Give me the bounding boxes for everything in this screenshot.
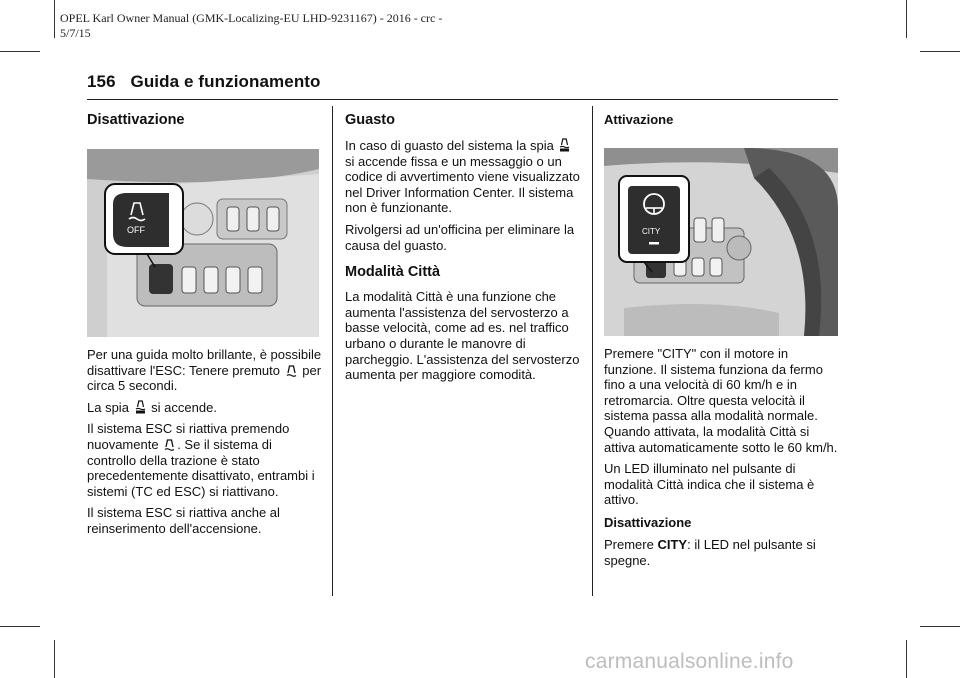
- heading-attivazione: Attivazione: [604, 112, 674, 127]
- col3-p2: Un LED illuminato nel pulsante di modalità Città indica che il sistema è attivo.: [604, 461, 815, 508]
- col1-p3-start: Il sistema ESC si riattiva premendo nuovamente: [87, 421, 290, 452]
- print-header: [60, 11, 500, 41]
- crop-mark: [906, 640, 907, 678]
- paragraph: [87, 400, 322, 416]
- esc-off-warning-icon: [559, 138, 570, 152]
- crop-mark: [0, 626, 40, 627]
- col1-p3-end: . Se il sistema di controllo della trazione è stato precedentemente disattivato, entrambi i sistemi (TC ed ESC) si riattivano.: [87, 436, 315, 499]
- print-header-line1: OPEL Karl Owner Manual (GMK-Localizing-EU LHD-9231167) - 2016 - crc -: [60, 11, 443, 25]
- col1-p1: Per una guida molto brillante, è possibile disattivare l'ESC: Tenere premuto: [87, 347, 322, 378]
- heading-disattivazione: Disattivazione: [87, 112, 185, 128]
- city-keyword: CITY: [657, 536, 688, 552]
- column-3: [604, 106, 839, 574]
- paragraph: [87, 421, 322, 499]
- col2-p1-end: si accende fissa e un messaggio o un codice di avvertimento viene visualizzato nel Driver Information Center. Il sistema non è funzionante.: [345, 153, 580, 216]
- page-heading: [87, 72, 321, 92]
- column-divider: [332, 106, 333, 596]
- crop-mark: [920, 626, 960, 627]
- crop-mark: [54, 640, 55, 678]
- col1-p2-start: La spia: [87, 399, 129, 415]
- city-button-label: CITY: [642, 227, 661, 236]
- heading-disattivazione-citta: Disattivazione: [604, 514, 692, 530]
- header-rule: [87, 99, 838, 100]
- column-2: [345, 106, 585, 389]
- crop-mark: [906, 0, 907, 38]
- paragraph: [604, 537, 839, 568]
- esc-off-icon: [164, 438, 175, 451]
- paragraph: [345, 138, 585, 216]
- col2-p1-start: In caso di guasto del sistema la spia: [345, 138, 554, 153]
- page-number: 156: [87, 72, 116, 91]
- city-button-figure: [604, 148, 838, 336]
- col1-p2-end: si accende.: [151, 399, 217, 415]
- heading-guasto: Guasto: [345, 112, 395, 128]
- column-1: [87, 106, 322, 543]
- section-title: Guida e funzionamento: [130, 72, 321, 91]
- col3-p3-end: : il LED nel pulsante si spegne.: [604, 536, 816, 568]
- col1-p4: Il sistema ESC si riattiva anche al reinserimento dell'accensione.: [87, 505, 280, 536]
- esc-off-icon: [286, 364, 297, 377]
- esc-off-button-figure: [87, 149, 319, 337]
- column-divider: [592, 106, 593, 596]
- watermark: carmanualsonline.info: [585, 650, 794, 673]
- col3-p1: Premere "CITY" con il motore in funzione. Il sistema funziona da fermo fino a una velocità di 60 km/h e in retromarcia. Oltre questa velocità il sistema passa alla modalità normale. Quando attivata, la modalità Città si attiva automaticamente sotto le 60 km/h.: [604, 346, 838, 455]
- col2-p2: Rivolgersi ad un'officina per eliminare la causa del guasto.: [345, 221, 575, 253]
- crop-mark: [0, 51, 40, 52]
- crop-mark: [54, 0, 55, 38]
- col1-p1-end: per circa 5 secondi.: [87, 362, 322, 394]
- heading-modalita-citta: Modalità Città: [345, 264, 441, 281]
- print-header-line2: 5/7/15: [60, 26, 91, 40]
- col2-p3: La modalità Città è una funzione che aumenta l'assistenza del servosterzo a basse velocità, come ad es. nel traffico urbano o durante le manovre di parcheggio. L'assistenza del servosterzo aumenta per maggiore comodità.: [345, 289, 580, 383]
- esc-off-warning-icon: [135, 400, 146, 414]
- col3-p3-start: Premere: [604, 536, 654, 552]
- paragraph: [87, 347, 322, 394]
- crop-mark: [920, 51, 960, 52]
- esc-off-label: OFF: [127, 225, 145, 235]
